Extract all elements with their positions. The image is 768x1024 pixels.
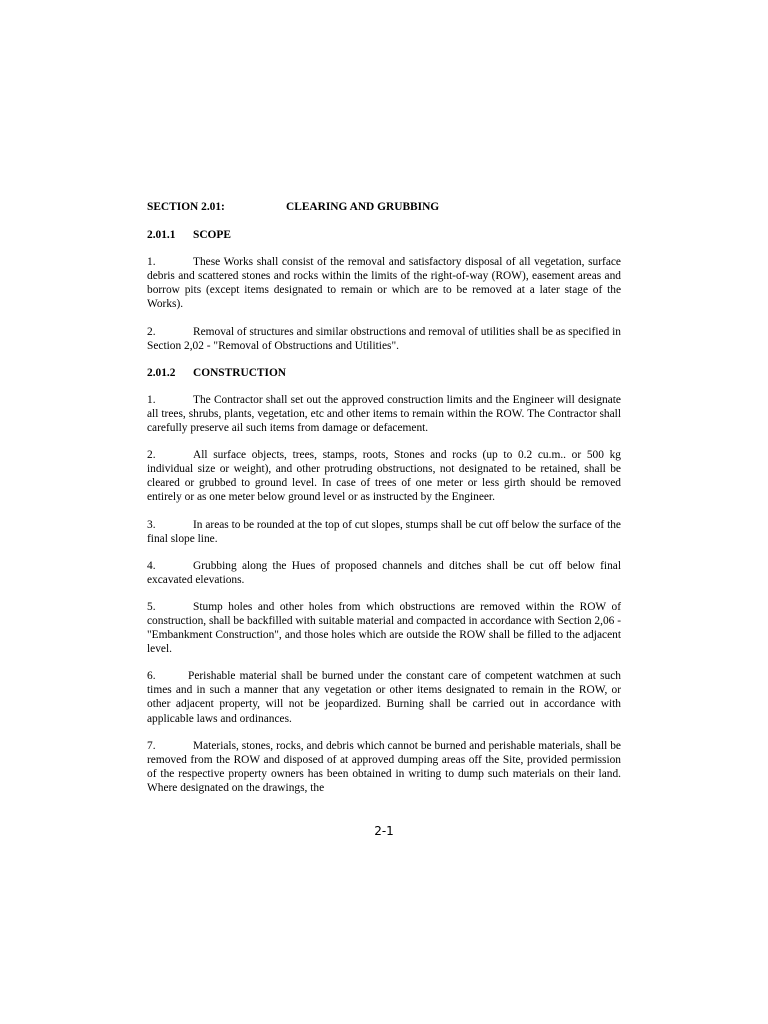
paragraph-construction-3 (147, 518, 621, 546)
paragraph-number: 2. (147, 449, 156, 462)
paragraph-construction-7 (147, 739, 621, 795)
paragraph-number: 4. (147, 559, 156, 572)
paragraph-text: Stump holes and other holes from which obstructions are removed within the ROW of construction, shall be backfilled with suitable material and compacted in accordance with Section 2,06 - "Embankment Construction", and those holes which are outside the ROW shall be filled to the adjacent level. (147, 600, 621, 656)
paragraph-text: In areas to be rounded at the top of cut slopes, stumps shall be cut off below the surface of the final slope line. (147, 518, 621, 545)
page-number: 2-1 (374, 824, 394, 838)
paragraph-construction-6 (147, 669, 621, 725)
paragraph-text: Perishable material shall be burned under the constant care of competent watchmen at such times and in such a manner that any vegetation or other items designated to remain in the ROW, or other adjacent property, will not be jeopardized. Burning shall be carried out in accordance with applicable laws and ordinances. (147, 670, 621, 725)
paragraph-construction-1 (147, 393, 621, 435)
paragraph-number: 3. (147, 518, 156, 531)
paragraph-number: 1. (147, 256, 156, 269)
paragraph-construction-5 (147, 600, 621, 656)
paragraph-text: The Contractor shall set out the approved construction limits and the Engineer will designate all trees, shrubs, plants, vegetation, etc and other items to remain within the ROW. The Contractor shall carefully preserve ail such items from damage or defacement. (147, 393, 621, 435)
subsection-title: SCOPE (193, 229, 231, 242)
paragraph-number: 1. (147, 393, 156, 406)
paragraph-scope-2 (147, 325, 621, 353)
section-title: CLEARING AND GRUBBING (286, 201, 440, 213)
section-number: SECTION 2.01: (147, 201, 225, 213)
paragraph-construction-2 (147, 448, 621, 504)
paragraph-text: Grubbing along the Hues of proposed channels and ditches shall be cut off below final excavated elevations. (147, 559, 621, 586)
paragraph-number: 5. (147, 600, 156, 613)
paragraph-number: 6. (147, 670, 156, 683)
paragraph-number: 7. (147, 739, 156, 752)
subsection-heading-construction (147, 366, 621, 380)
section-heading (147, 200, 621, 214)
paragraph-text: All surface objects, trees, stamps, roots, Stones and rocks (up to 0.2 cu.m.. or 500 kg individual size or weight), and other protruding obstructions, not designated to be retained, shall be cleared or grubbed to ground level. In case of trees of one meter or less girth should be removed entirely or as one meter below ground level or as instructed by the Engineer. (147, 449, 621, 504)
document-body (147, 200, 621, 808)
subsection-title: CONSTRUCTION (193, 366, 287, 379)
subsection-number: 2.01.1 (147, 229, 176, 242)
paragraph-number: 2. (147, 325, 156, 338)
subsection-number: 2.01.2 (147, 366, 176, 379)
paragraph-text: Materials, stones, rocks, and debris which cannot be burned and perishable materials, shall be removed from the ROW and disposed of at approved dumping areas off the Site, provided permission of the respective property owners has been obtained in writing to dump such materials on their land. Where designated on the drawings, the (147, 739, 621, 794)
paragraph-text: Removal of structures and similar obstructions and removal of utilities shall be as specified in Section 2,02 - "Removal of Obstructions and Utilities". (147, 325, 621, 352)
paragraph-construction-4 (147, 559, 621, 587)
paragraph-scope-1 (147, 255, 621, 311)
paragraph-text: These Works shall consist of the removal and satisfactory disposal of all vegetation, surface debris and scattered stones and rocks within the limits of the right-of-way (ROW), easement areas and borrow pits (except items designated to remain or which are to be removed at a later stage of the Works). (147, 256, 621, 311)
subsection-heading-scope (147, 228, 621, 242)
